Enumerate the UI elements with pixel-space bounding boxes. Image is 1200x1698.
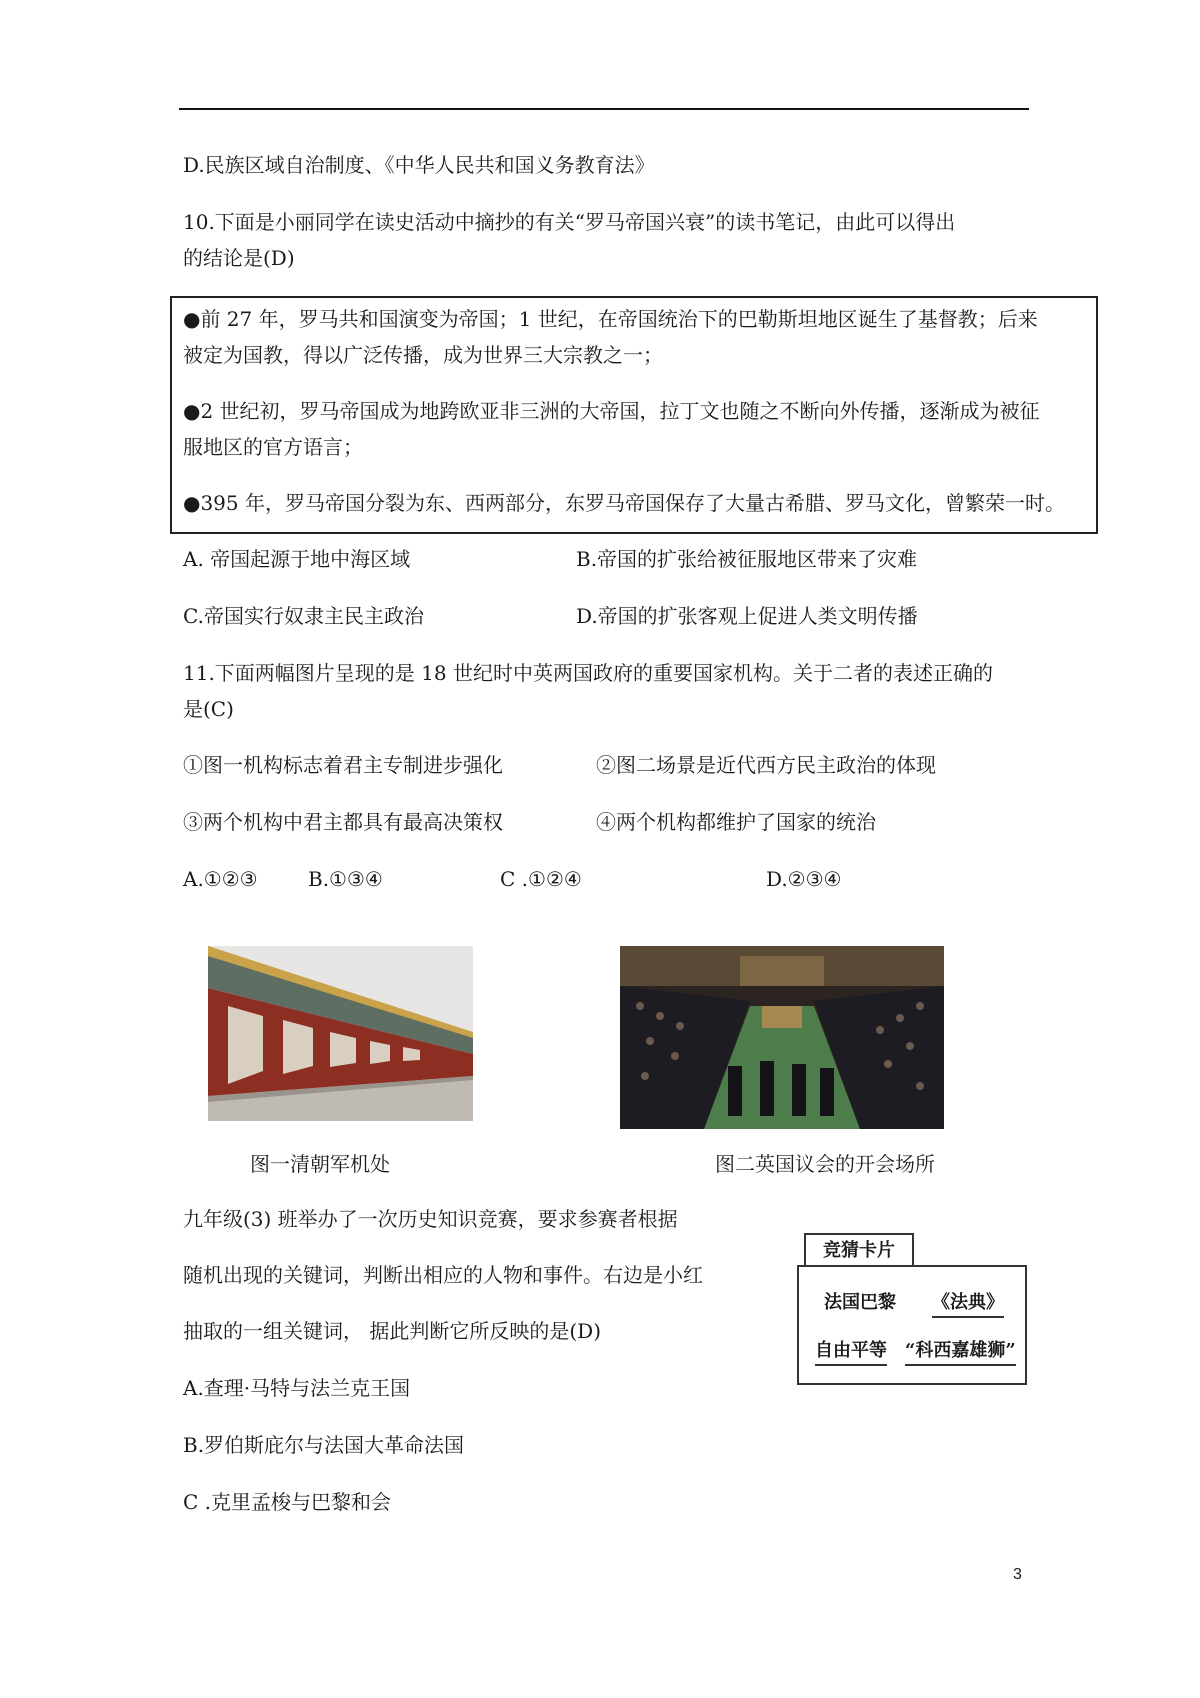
- photo-2-caption: 图二英国议会的开会场所: [715, 1152, 935, 1176]
- statement-3: ③两个机构中君主都具有最高决策权: [183, 810, 503, 834]
- q10-stem-line2: 的结论是(D): [183, 246, 295, 270]
- parliament-photo: [620, 946, 944, 1129]
- q11-option-a: A.①②③: [183, 867, 258, 891]
- q12-line2: 随机出现的关键词，判断出相应的人物和事件。右边是小红: [183, 1263, 703, 1287]
- q10-option-c: C.帝国实行奴隶主民主政治: [183, 604, 424, 628]
- statement-4: ④两个机构都维护了国家的统治: [596, 810, 876, 834]
- q12-line3: 抽取的一组关键词， 据此判断它所反映的是(D): [183, 1319, 601, 1343]
- note-2-line2: 服地区的官方语言；: [183, 435, 363, 459]
- q10-option-a: A. 帝国起源于地中海区域: [183, 547, 411, 571]
- q12-option-b: B.罗伯斯庇尔与法国大革命法国: [183, 1433, 465, 1457]
- note-3-line1: ●395 年，罗马帝国分裂为东、西两部分，东罗马帝国保存了大量古希腊、罗马文化，曾繁荣一时。: [183, 491, 1065, 515]
- q11-option-d: D.②③④: [766, 867, 842, 891]
- page-number: 3: [1013, 1566, 1022, 1583]
- q12-option-a: A.查理·马特与法兰克王国: [183, 1376, 411, 1400]
- photo-1-caption: 图一清朝军机处: [250, 1152, 390, 1176]
- statement-1: ①图一机构标志着君主专制进步强化: [183, 753, 503, 777]
- q10-option-b: B.帝国的扩张给被征服地区带来了灾难: [576, 547, 918, 571]
- q11-option-c: C .①②④: [500, 867, 582, 891]
- q11-stem-line1: 11.下面两幅图片呈现的是 18 世纪时中英两国政府的重要国家机构。关于二者的表述正确的: [183, 661, 993, 685]
- header-rule: [179, 108, 1029, 110]
- statement-2: ②图二场景是近代西方民主政治的体现: [596, 753, 936, 777]
- keyword-corsican-lion: “科西嘉雄狮”: [905, 1336, 1016, 1366]
- q10-stem-line1: 10.下面是小丽同学在读史活动中摘抄的有关“罗马帝国兴衰”的读书笔记，由此可以得出: [183, 210, 956, 234]
- q12-option-c: C .克里孟梭与巴黎和会: [183, 1490, 392, 1514]
- note-2-line1: ●2 世纪初，罗马帝国成为地跨欧亚非三洲的大帝国，拉丁文也随之不断向外传播，逐渐成为被征: [183, 399, 1040, 423]
- q9-option-d: D.民族区域自治制度、《中华人民共和国义务教育法》: [183, 153, 655, 177]
- note-1-line1: ●前 27 年，罗马共和国演变为帝国；1 世纪，在帝国统治下的巴勒斯坦地区诞生了基督教；后来: [183, 307, 1038, 331]
- q10-option-d: D.帝国的扩张客观上促进人类文明传播: [576, 604, 918, 628]
- q12-line1: 九年级(3) 班举办了一次历史知识竞赛，要求参赛者根据: [183, 1207, 678, 1231]
- guess-card-title: 竞猜卡片: [804, 1233, 914, 1266]
- keyword-paris: 法国巴黎: [824, 1292, 896, 1313]
- keyword-liberty-equality: 自由平等: [815, 1336, 887, 1366]
- q11-stem-line2: 是(C): [183, 697, 234, 721]
- keyword-code: 《法典》: [932, 1288, 1004, 1318]
- note-1-line2: 被定为国教，得以广泛传播，成为世界三大宗教之一；: [183, 343, 663, 367]
- guess-card: [797, 1265, 1027, 1385]
- grand-council-photo: [208, 946, 473, 1121]
- q11-option-b: B.①③④: [308, 867, 383, 891]
